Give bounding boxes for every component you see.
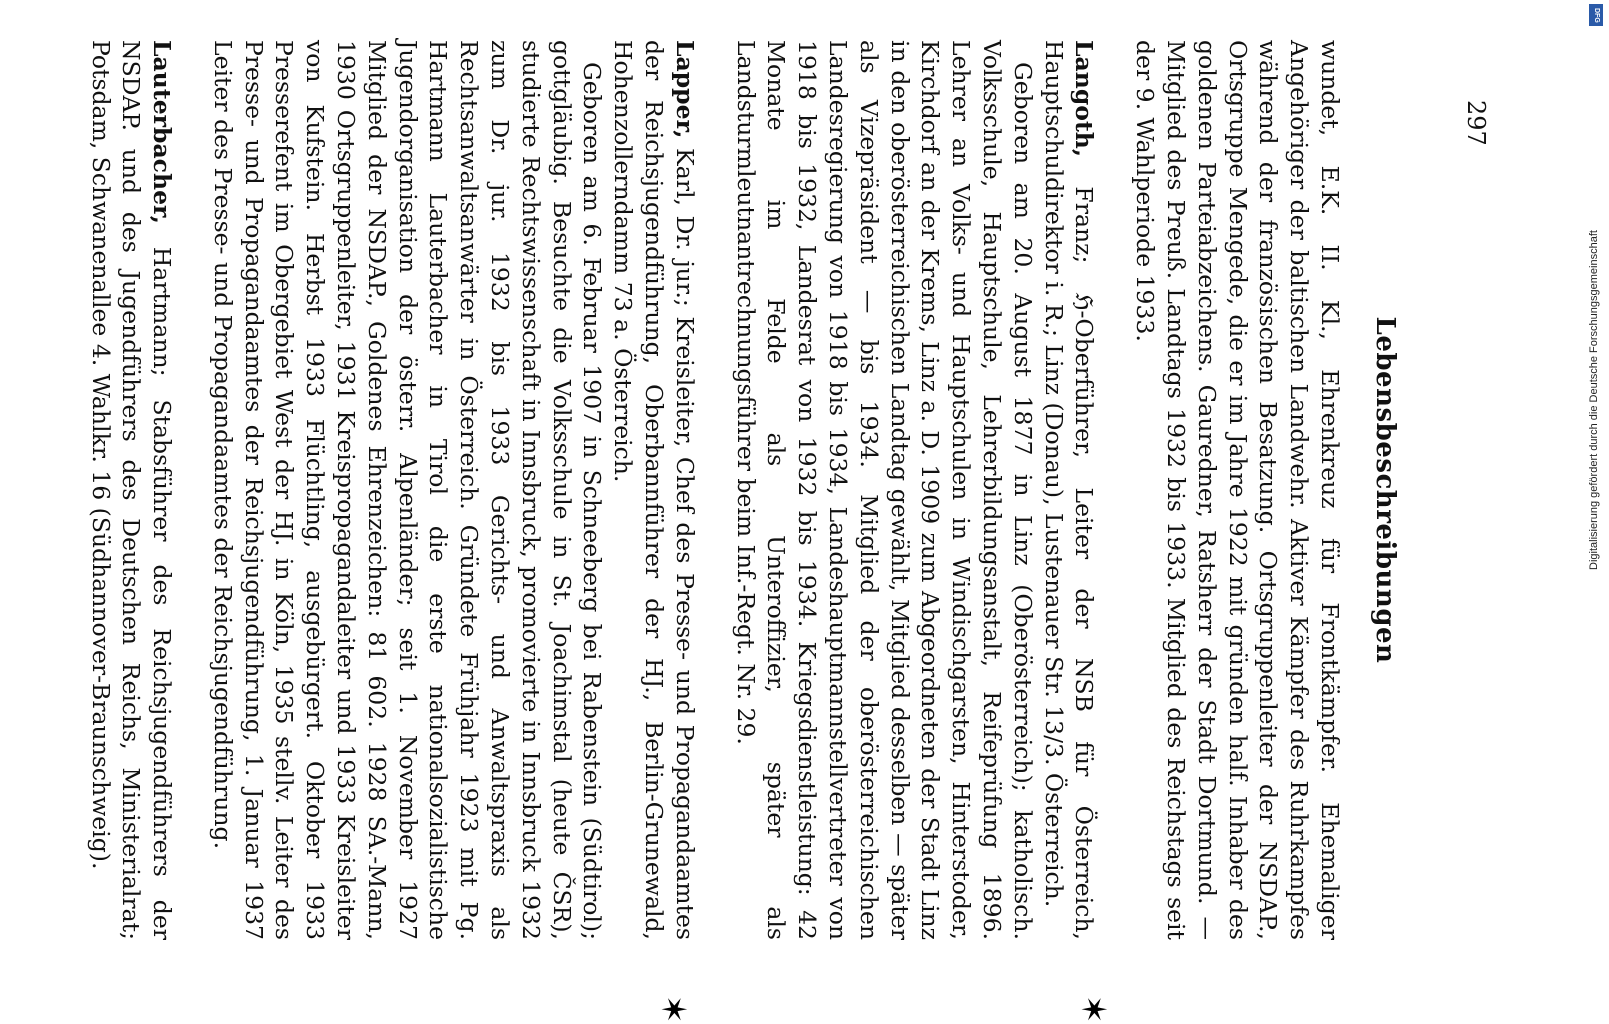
entry-intro: Franz; ℌ-Oberführer, Leiter der NSB für Österreich, Hauptschuldirektor i. R.; Linz (Donau), Lustenauer Str. 13/3. Österreich. [1039, 40, 1099, 940]
star-mark-icon: ✶ [1073, 995, 1113, 1024]
entry-paragraph: Geboren am 20. August 1877 in Linz (Oberösterreich); katholisch. Volksschule, Hauptschule, Lehrerbildungsanstalt, Reifeprüfung 1896. Lehrer an Volks- und Hauptschulen in Windischgarsten, Hinterstoder, Kirchdorf an der Krems, Linz a. D. 1909 zum Abgeordneten der Stadt Linz in den oberösterreichischen Landtag gewählt, Mitglied desselben — später als Vizepräsident — bis 1934. Mitglied der oberösterreichischen Landesregierung von 1918 bis 1934, Landeshauptmannstellvertreter von 1918 bis 1932, Landesrat von 1932 bis 1934. Kriegsdienstleistung: 42 Monate im Felde als Unteroffizier, später als Landsturmleutnantrechnungsführer beim Inf.-Regt. Nr. 29. [731, 40, 1037, 940]
page-header [1370, 40, 1400, 940]
entry-name: Lapper, [670, 40, 699, 139]
entry-paragraph: wundet, E.K. II. Kl., Ehrenkreuz für Frontkämpfer. Ehemaliger Angehöriger der baltischen Landwehr. Aktiver Kämpfer des Ruhrkampfes während der französischen Besatzung. Ortsgruppenleiter der NSDAP., Ortsgruppe Mengede, die er im Jahre 1922 mit gründen half. Inhaber des goldenen Parteiabzeichens. Gauredner, Ratsherr der Stadt Dortmund. — Mitglied des Preuß. Landtags 1932 bis 1933. Mitglied des Reichstags seit der 9. Wahlperiode 1933. [1131, 40, 1344, 940]
dfg-logo-icon: DFG [1589, 4, 1603, 26]
star-mark-icon: ✶ [653, 995, 693, 1024]
entry-intro: Karl, Dr. jur.; Kreisleiter, Chef des Presse- und Propagandaamtes der Reichsjugendführung, Oberbannführer der HJ., Berlin-Grunewald, Hohenzollerndamm 73 a. Österreich. [609, 40, 699, 940]
page-number-wrap [1460, 100, 1490, 160]
entry-langoth [730, 40, 1100, 940]
entry-lauterbacher [85, 40, 177, 940]
rotated-page [86, 40, 1400, 1024]
entry-paragraph: Geboren am 6. Februar 1907 in Schneeberg bei Rabenstein (Südtirol); gottgläubig. Besuchte die Volksschule in St. Joachimstal (heute ČSR), studierte Rechtswissenschaft in Innsbruck, promovierte in Innsbruck 1932 zum Dr. jur. 1932 bis 1933 Gerichts- und Anwaltspraxis als Rechtsanwaltsanwärter in Österreich. Gründete Frühjahr 1923 mit Pg. Hartmann Lauterbacher in Tirol die erste nationalsozialistische Jugendorganisation der österr. Alpenländer; seit 1. November 1927 Mitglied der NSDAP., Goldenes Ehrenzeichen: 81 602. 1928 SA.-Mann, 1930 Ortsgruppenleiter, 1931 Kreispropagandaleiter und 1933 Kreisleiter von Kufstein. Herbst 1933 Flüchtling, ausgebürgert. Oktober 1933 Presserefent im Obergebiet West der HJ. in Köln, 1935 stellv. Leiter des Presse- und Propagandaamtes der Reichsjugendführung, 1. Januar 1937 Leiter des Presse- und Propagandaamtes der Reichsjugendführung. [208, 40, 607, 940]
entry-name: Langoth, [1070, 40, 1099, 158]
entry-lapper [207, 40, 700, 940]
entry-intro: Hartmann; Stabsführer des Reichsjugendführers der NSDAP. und des Jugendführers des Deutschen Reichs, Ministerialrat; Potsdam, Schwanenallee 4. Wahlkr. 16 (Südhannover-Braunschweig). [86, 40, 177, 940]
digitization-notice [1583, 10, 1605, 570]
entries [55, 40, 1345, 940]
entry-continuation [1129, 40, 1345, 940]
running-title: Lebensbeschreibungen [1370, 316, 1400, 664]
digitization-text: Digitalisierung gefördert durch die Deutsche Forschungsgemeinschaft [1588, 230, 1600, 570]
page-number: 297 [1462, 100, 1490, 146]
entry-name: Lauterbacher, [148, 40, 177, 224]
